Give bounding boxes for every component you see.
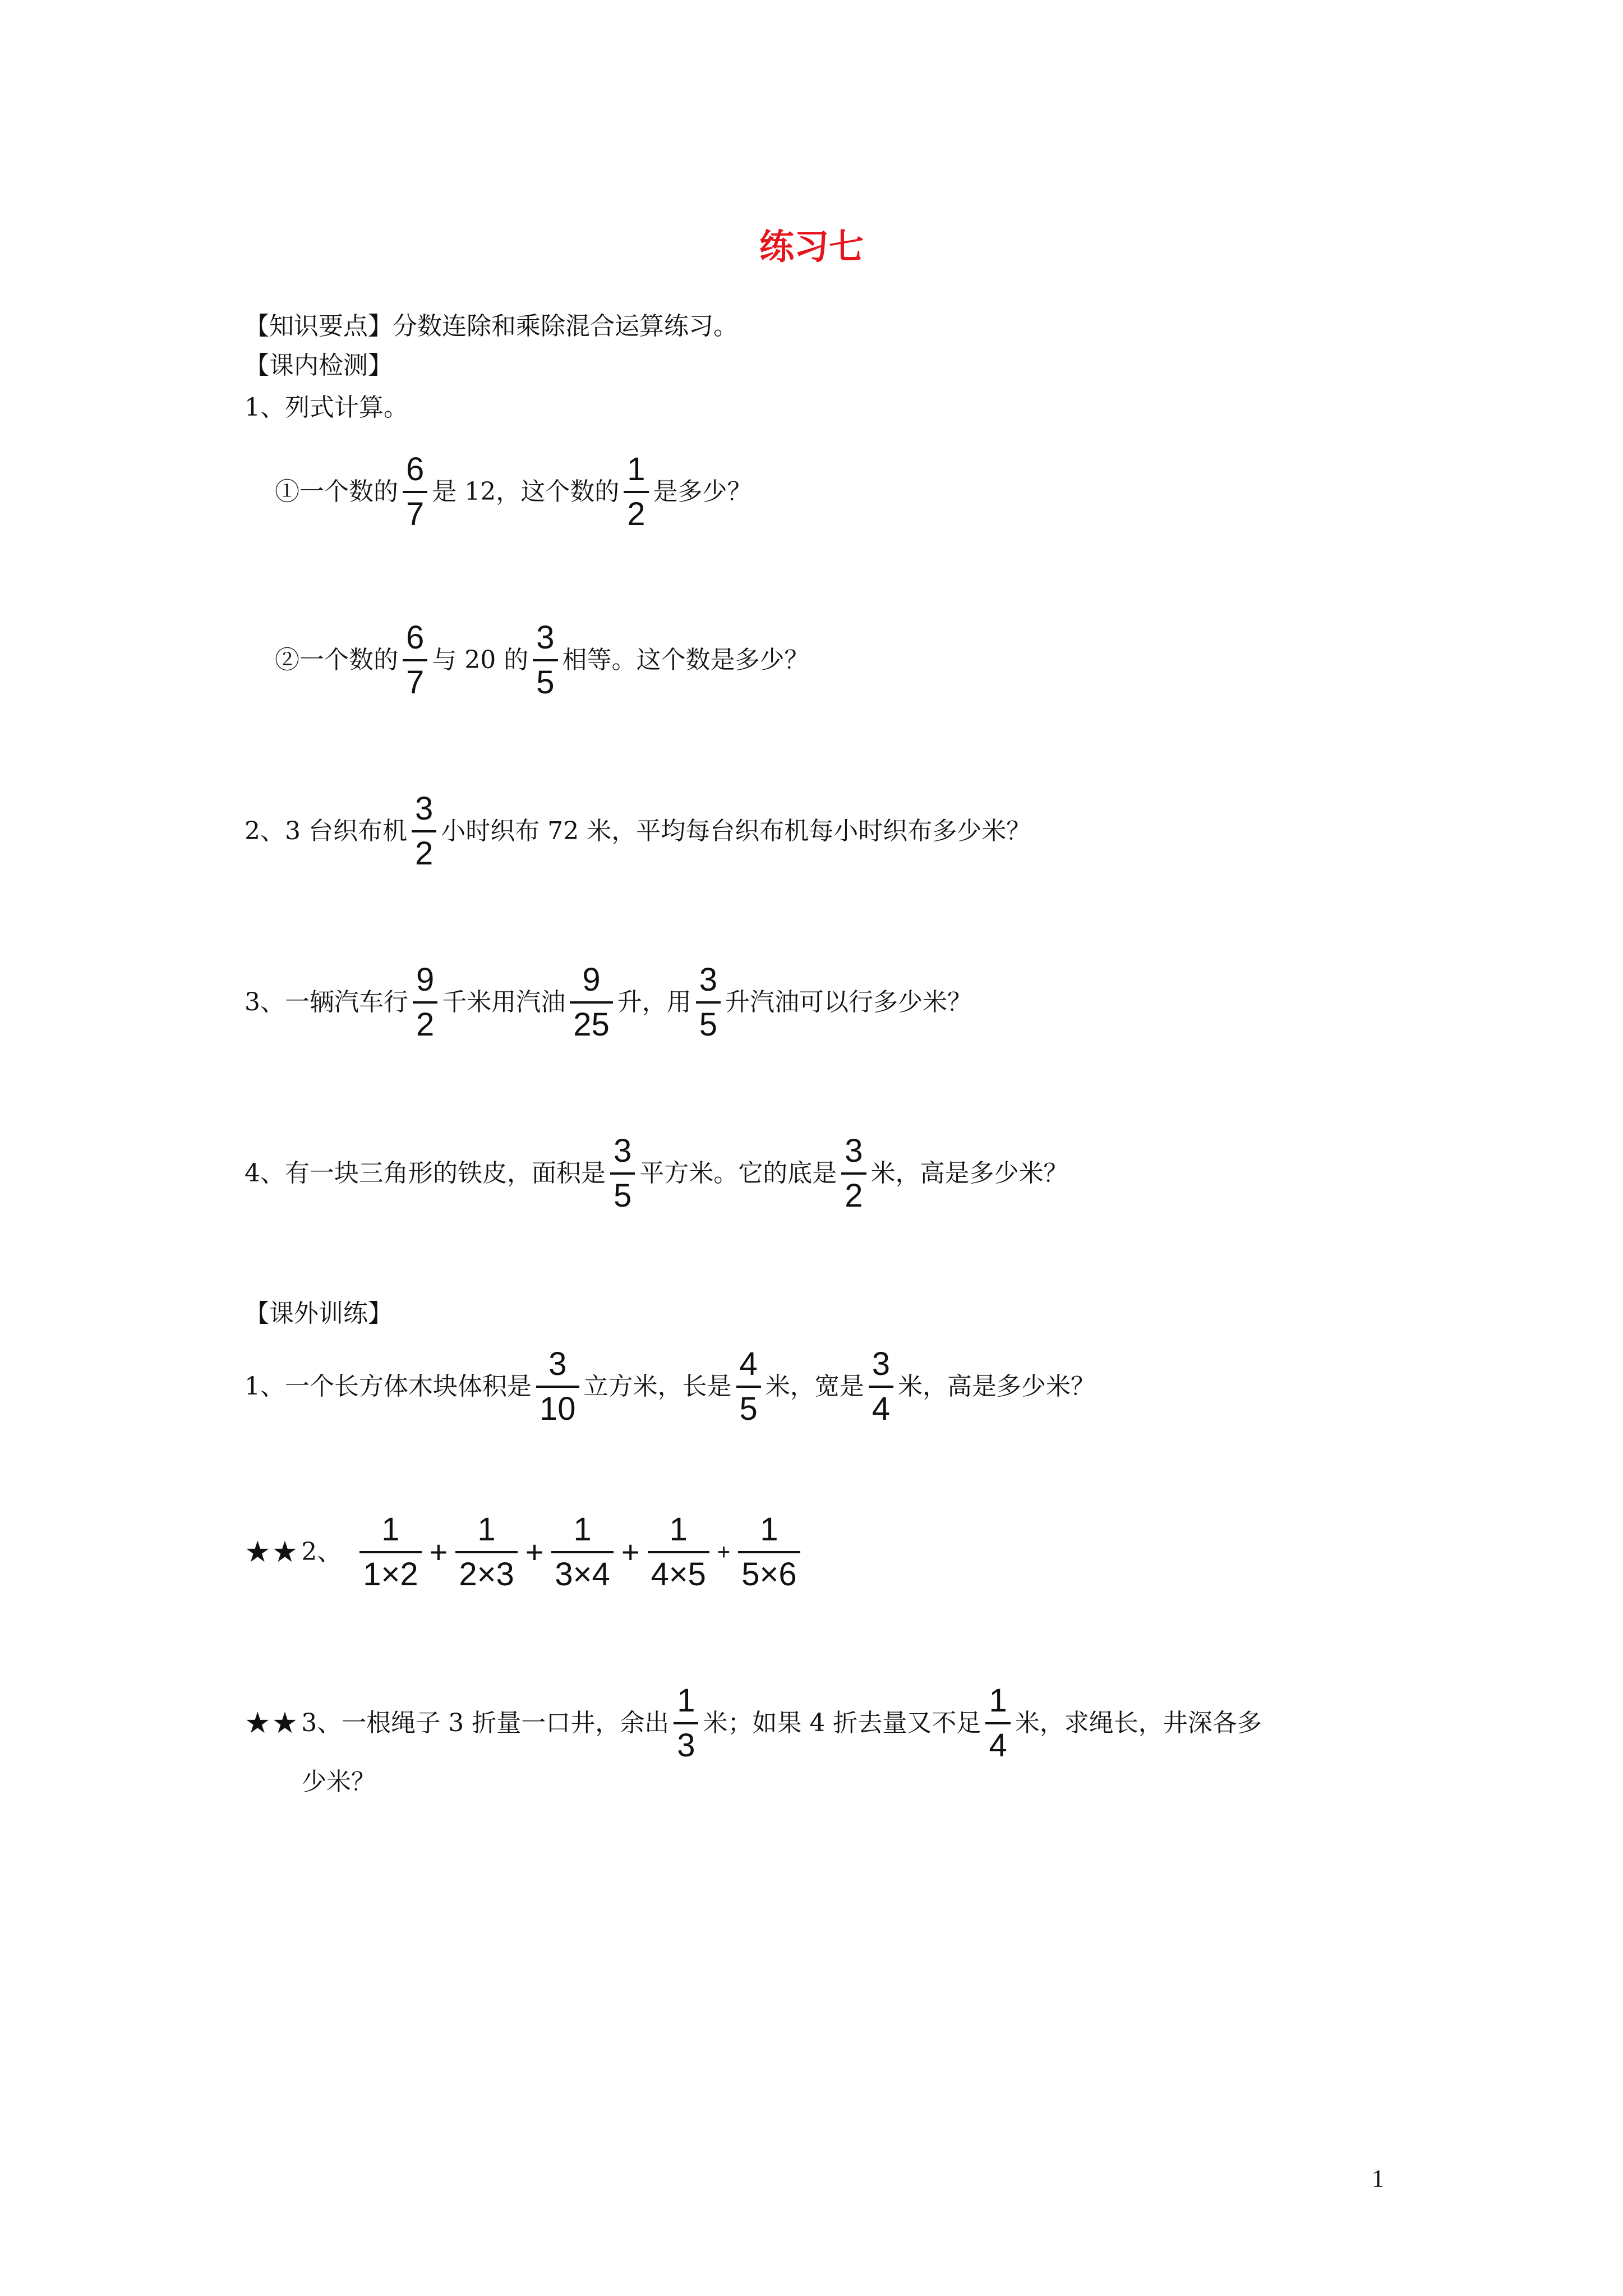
q3-line bbox=[245, 962, 972, 1043]
fraction-numerator: 9 bbox=[416, 961, 435, 998]
fraction-numerator: 1 bbox=[573, 1511, 592, 1548]
q2-text-1: 2、3 台织布机 bbox=[245, 816, 407, 845]
knowledge-points: 【知识要点】分数连除和乘除混合运算练习。 bbox=[245, 312, 738, 341]
ac-q1-line bbox=[245, 1346, 1095, 1427]
ac-q3-line-2: 少米？ bbox=[302, 1768, 376, 1796]
q4-text-2: 平方米。它的底是 bbox=[639, 1158, 837, 1188]
fraction-denominator: 7 bbox=[406, 664, 425, 701]
ac-q2-term-3 bbox=[551, 1512, 613, 1593]
fraction-numerator: 4 bbox=[739, 1346, 758, 1382]
q2-line bbox=[245, 791, 1031, 872]
fraction-numerator: 3 bbox=[548, 1346, 567, 1382]
fraction-denominator: 5 bbox=[739, 1390, 758, 1427]
ac-q3-fraction-1 bbox=[674, 1683, 698, 1764]
fraction-numerator: 3 bbox=[614, 1133, 632, 1169]
fraction-numerator: 1 bbox=[989, 1682, 1007, 1719]
ac-q1-text-3: 米，宽是 bbox=[765, 1372, 864, 1401]
q4-text-1: 4、有一块三角形的铁皮，面积是 bbox=[245, 1158, 606, 1188]
q3-fraction-1 bbox=[413, 962, 437, 1043]
q2-fraction-1 bbox=[412, 791, 436, 872]
plus-sign: + bbox=[429, 1534, 448, 1570]
star-icon: ★★ bbox=[245, 1535, 299, 1569]
fraction-denominator: 4 bbox=[989, 1727, 1007, 1764]
q3-text-1: 3、一辆汽车行 bbox=[245, 987, 408, 1016]
fraction-denominator: 4×5 bbox=[651, 1556, 706, 1593]
fraction-denominator: 5 bbox=[614, 1177, 632, 1214]
fraction-numerator: 9 bbox=[582, 961, 601, 998]
q1-label: 1、列式计算。 bbox=[245, 393, 408, 422]
ac-q2-term-1 bbox=[359, 1512, 421, 1593]
fraction-denominator: 2 bbox=[845, 1177, 863, 1214]
q4-line bbox=[245, 1133, 1068, 1214]
fraction-numerator: 1 bbox=[677, 1682, 695, 1719]
ac-q1-text-4: 米，高是多少米？ bbox=[898, 1372, 1096, 1401]
ac-q1-fraction-3 bbox=[869, 1346, 893, 1427]
fraction-denominator: 2 bbox=[416, 1006, 435, 1043]
q1b-text-3: 相等。这个数是多少？ bbox=[562, 645, 809, 674]
page-number: 1 bbox=[1372, 2165, 1384, 2192]
fraction-denominator: 3×4 bbox=[555, 1556, 610, 1593]
fraction-numerator: 1 bbox=[669, 1511, 688, 1548]
ac-q2-term-5 bbox=[738, 1512, 800, 1593]
fraction-denominator: 10 bbox=[540, 1390, 576, 1427]
after-class-heading: 【课外训练】 bbox=[245, 1299, 393, 1328]
q1a-text-2: 是 12，这个数的 bbox=[432, 477, 620, 506]
ac-q2-term-4 bbox=[648, 1512, 709, 1593]
fraction-denominator: 4 bbox=[872, 1390, 891, 1427]
q1a-text-3: 是多少？ bbox=[653, 477, 752, 506]
ac-q3-text-3: 米，求绳长，井深各多 bbox=[1015, 1708, 1262, 1737]
plus-sign: + bbox=[525, 1534, 544, 1570]
q4-fraction-1 bbox=[610, 1133, 635, 1214]
fraction-denominator: 3 bbox=[677, 1727, 695, 1764]
fraction-denominator: 5×6 bbox=[741, 1556, 797, 1593]
q3-text-3: 升，用 bbox=[617, 987, 691, 1016]
ac-q1-text-1: 1、一个长方体木块体积是 bbox=[245, 1372, 532, 1401]
in-class-heading: 【课内检测】 bbox=[245, 351, 393, 380]
ac-q2-label: 2、 bbox=[301, 1537, 342, 1566]
fraction-denominator: 25 bbox=[573, 1006, 610, 1043]
q3-fraction-3 bbox=[696, 962, 721, 1043]
fraction-numerator: 1 bbox=[760, 1511, 778, 1548]
ac-q2-term-2 bbox=[455, 1512, 517, 1593]
fraction-numerator: 1 bbox=[381, 1511, 400, 1548]
fraction-numerator: 6 bbox=[406, 619, 425, 656]
fraction-numerator: 3 bbox=[414, 790, 434, 827]
fraction-denominator: 7 bbox=[406, 495, 425, 532]
q1b-line bbox=[275, 620, 809, 701]
fraction-numerator: 3 bbox=[536, 619, 555, 656]
q1b-fraction-2 bbox=[533, 620, 557, 701]
plus-sign: + bbox=[621, 1534, 640, 1570]
fraction-numerator: 3 bbox=[845, 1133, 863, 1169]
q1a-fraction-1 bbox=[403, 452, 427, 532]
ac-q3-line bbox=[245, 1683, 1262, 1764]
q1a-line bbox=[275, 452, 752, 532]
q4-text-3: 米，高是多少米？ bbox=[870, 1158, 1068, 1188]
q3-text-4: 升汽油可以行多少米？ bbox=[725, 987, 972, 1016]
q1b-fraction-1 bbox=[403, 620, 427, 701]
ac-q1-fraction-1 bbox=[536, 1346, 579, 1427]
fraction-denominator: 1×2 bbox=[363, 1556, 418, 1593]
ac-q3-text-2: 米；如果 4 折去量又不足 bbox=[703, 1708, 981, 1737]
plus-sign: + bbox=[717, 1539, 731, 1565]
q4-fraction-2 bbox=[841, 1133, 866, 1214]
ac-q1-fraction-2 bbox=[736, 1346, 761, 1427]
ac-q3-text-1: 3、一根绳子 3 折量一口井，余出 bbox=[301, 1708, 670, 1737]
fraction-numerator: 3 bbox=[872, 1346, 891, 1382]
fraction-numerator: 3 bbox=[699, 961, 718, 998]
q2-text-2: 小时织布 72 米，平均每台织布机每小时织布多少米？ bbox=[441, 816, 1031, 845]
q3-fraction-2 bbox=[570, 962, 613, 1043]
fraction-denominator: 2 bbox=[627, 495, 645, 532]
ac-q3-fraction-2 bbox=[985, 1683, 1010, 1764]
q3-text-2: 千米用汽油 bbox=[442, 987, 566, 1016]
fraction-denominator: 2 bbox=[414, 835, 434, 872]
ac-q1-text-2: 立方米，长是 bbox=[583, 1372, 732, 1401]
fraction-denominator: 2×3 bbox=[459, 1556, 514, 1593]
q1b-text-1: ②一个数的 bbox=[275, 645, 398, 674]
fraction-numerator: 1 bbox=[477, 1511, 496, 1548]
star-icon: ★★ bbox=[245, 1706, 299, 1740]
fraction-numerator: 1 bbox=[627, 451, 645, 487]
fraction-numerator: 6 bbox=[406, 451, 425, 487]
fraction-denominator: 5 bbox=[699, 1006, 718, 1043]
q1a-text-1: ①一个数的 bbox=[275, 477, 398, 506]
ac-q2-line bbox=[245, 1512, 805, 1593]
q1b-text-2: 与 20 的 bbox=[432, 645, 529, 674]
page-title: 练习七 bbox=[759, 226, 864, 267]
q1a-fraction-2 bbox=[624, 452, 648, 532]
fraction-denominator: 5 bbox=[536, 664, 555, 701]
